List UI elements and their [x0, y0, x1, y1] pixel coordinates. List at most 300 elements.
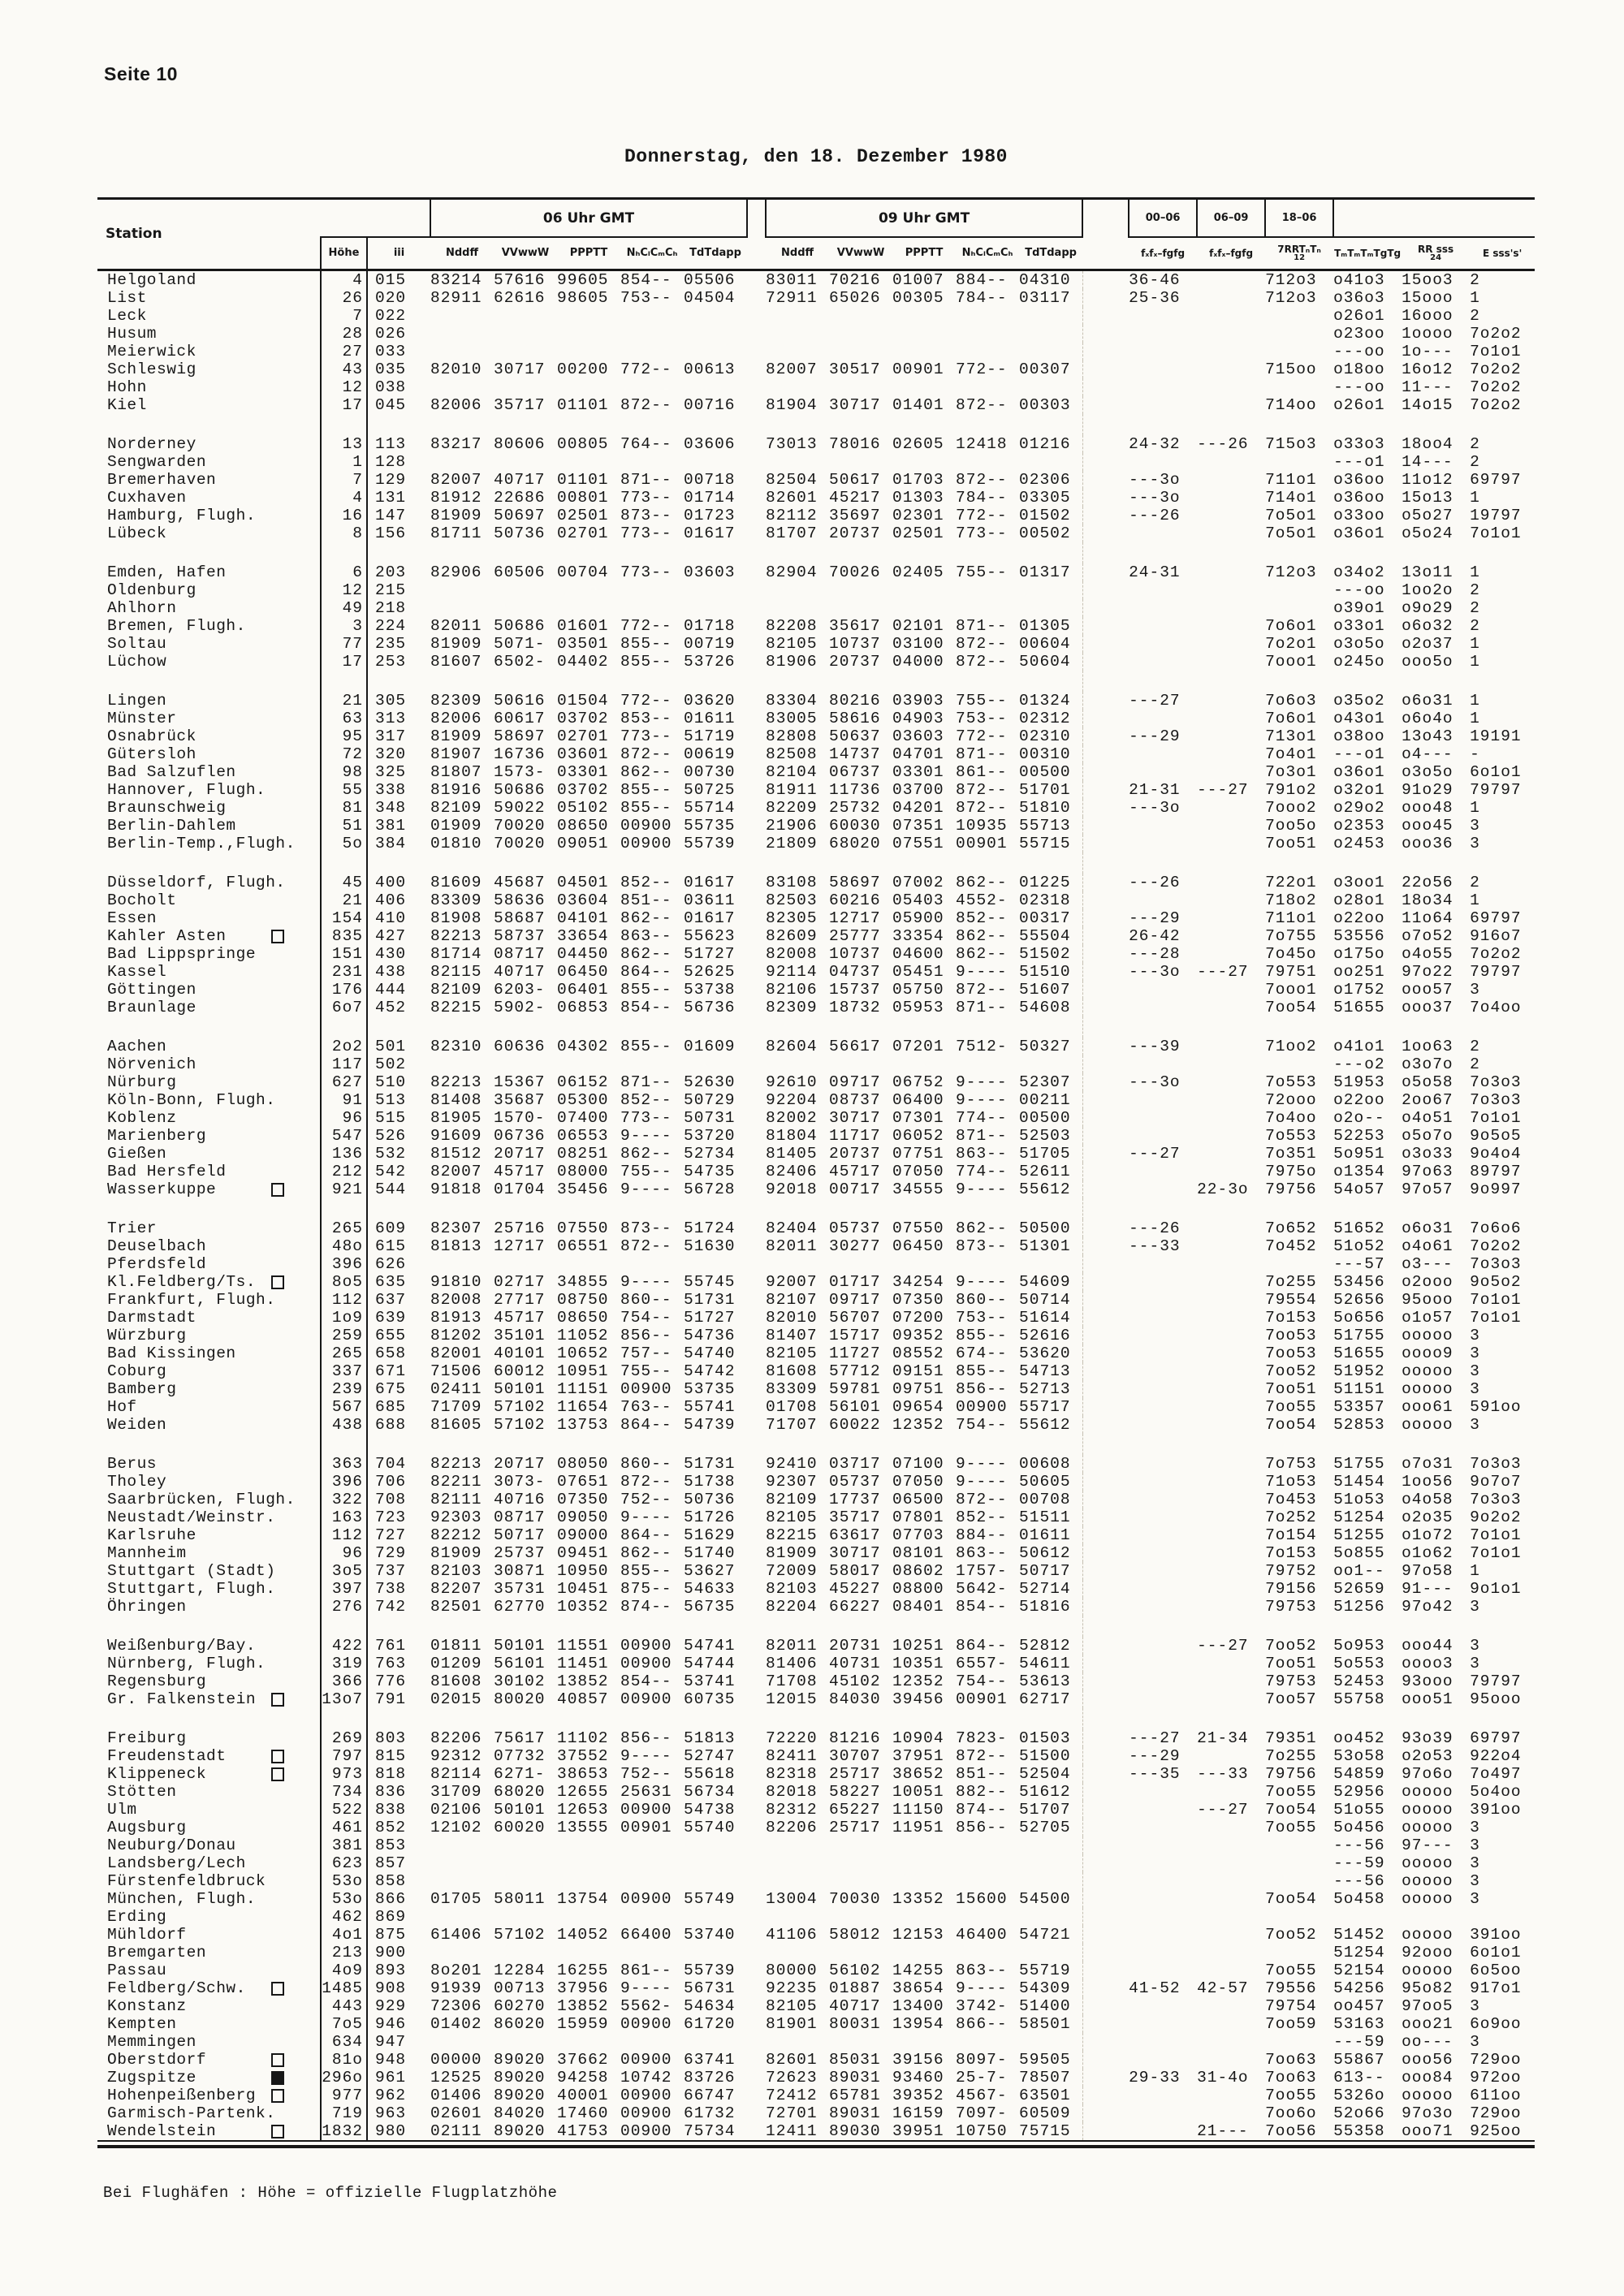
column-gap [1082, 1380, 1129, 1398]
cell-vvwww-06: 56101 [494, 1654, 546, 1672]
station-row [97, 1237, 1535, 1255]
cell-ppptt-09: 07201 [892, 1037, 944, 1055]
cell-tdtd-09: 50500 [1019, 1219, 1071, 1237]
cell-fxfx-06-09 [1197, 1091, 1265, 1109]
column-gap [1082, 617, 1129, 635]
cell-nddff-09: 82103 [766, 1579, 818, 1598]
column-gap [747, 635, 766, 653]
cell-tdtd-09: 50714 [1019, 1290, 1071, 1309]
cell-clouds-09: 674-- [956, 1344, 1008, 1362]
cell-ppptt-09 [892, 414, 956, 435]
cell-iii: 224 [375, 616, 407, 635]
cell-nddff-06: 82109 [430, 798, 482, 817]
column-gap [747, 1038, 766, 1055]
cell-rr-24: 1oo2o [1402, 580, 1453, 599]
cell-fxfx-06-09: 22-3o [1197, 1180, 1249, 1198]
cell-nddff-09: 82808 [766, 727, 818, 745]
cell-e-sss: 7o2o2 [1470, 378, 1522, 396]
cell-fxfx-06-09 [1197, 599, 1265, 617]
cell-vvwww-06: 86020 [494, 2014, 546, 2033]
cell-nddff-09: 82105 [766, 1344, 818, 1362]
cell-nddff-09: 83011 [766, 270, 818, 289]
cell-clouds-06: 856-- [620, 1326, 672, 1344]
cell-rr-24: 11o12 [1402, 470, 1453, 489]
station-row [97, 1598, 1535, 1616]
station-label: Köln-Bonn, Flugh. [107, 1090, 276, 1109]
cell-nddff-06: 81907 [430, 744, 482, 763]
cell-nddff-06: 83214 [430, 270, 482, 289]
cell-ppptt-09: 34555 [892, 1180, 944, 1198]
cell-clouds-09: 863-- [956, 1144, 1008, 1163]
station-row [97, 2033, 1535, 2051]
cell-iii: 384 [375, 834, 407, 852]
cell-vvwww-06: 27717 [494, 1290, 546, 1309]
cell-fxfx-00-06 [1129, 542, 1197, 563]
cell-fxfx-06-09 [1197, 1073, 1265, 1091]
column-gap [1082, 1836, 1129, 1854]
cell-tdtd-09: 52307 [1019, 1072, 1071, 1091]
cell-tmtm-tgtg: 53o58 [1333, 1746, 1385, 1765]
cell-iii: 129 [375, 470, 407, 489]
cell-ppptt-06: 03301 [557, 762, 609, 781]
cell-tdtd-09 [1019, 671, 1082, 692]
cell-vvwww-09 [829, 1708, 892, 1729]
cell-clouds-09: 872-- [956, 1746, 1008, 1765]
column-gap [747, 1109, 766, 1127]
station-name [97, 396, 321, 414]
cell-tdtd-06: 52734 [684, 1144, 736, 1163]
station-row [97, 307, 1535, 325]
station-name [97, 1309, 321, 1327]
cell-7rr-18-06: 7975o [1265, 1162, 1317, 1180]
cell-tmtm-tgtg: o36oo [1333, 470, 1385, 489]
cell-7rr-18-06 [1265, 852, 1333, 874]
cell-vvwww-09 [829, 1434, 892, 1455]
cell-tmtm-tgtg: o26o1 [1333, 395, 1385, 414]
cell-vvwww-06: 35687 [494, 1090, 546, 1109]
cell-hoehe: 49 [321, 599, 367, 617]
cell-tdtd-06 [684, 325, 747, 343]
cell-clouds-06: 864-- [620, 962, 672, 981]
station-name [97, 817, 321, 835]
cell-nddff-06 [430, 1055, 494, 1073]
column-gap [1082, 1491, 1129, 1508]
cell-iii: 430 [375, 944, 407, 963]
column-gap [747, 1580, 766, 1598]
column-gap [1082, 1163, 1129, 1180]
cell-ppptt-09: 04903 [892, 709, 944, 727]
cell-tmtm-tgtg: 53163 [1333, 2014, 1385, 2033]
station-name [97, 1273, 321, 1291]
cell-vvwww-06 [494, 581, 557, 599]
cell-e-sss [1470, 1434, 1535, 1455]
station-name [97, 927, 321, 945]
cell-clouds-09: 9---- [956, 1472, 1008, 1491]
cell-tdtd-09 [1019, 599, 1082, 617]
cell-clouds-06: 00900 [620, 2086, 672, 2104]
cell-tdtd-06: 55618 [684, 1764, 736, 1783]
column-gap [747, 999, 766, 1016]
cell-rr-24: o9o29 [1402, 598, 1453, 617]
cell-iii: 526 [375, 1126, 407, 1145]
cell-fxfx-06-09 [1197, 1890, 1265, 1908]
cell-vvwww-09: 80216 [829, 691, 881, 710]
cell-e-sss: 19191 [1470, 727, 1522, 745]
open-square-marker [271, 2089, 284, 2103]
cell-iii: 875 [375, 1925, 407, 1944]
cell-fxfx-06-09 [1197, 1291, 1265, 1309]
cell-vvwww-09 [829, 1944, 892, 1962]
cell-7rr-18-06 [1265, 1198, 1333, 1219]
cell-clouds-09: 884-- [956, 270, 1008, 289]
cell-vvwww-09: 25717 [829, 1818, 881, 1836]
cell-iii: 815 [375, 1746, 407, 1765]
cell-e-sss: 922o4 [1470, 1746, 1522, 1765]
cell-7rr-18-06 [1265, 599, 1333, 617]
cell-rr-24: o1o57 [1402, 1308, 1453, 1327]
cell-ppptt-09 [892, 1434, 956, 1455]
cell-vvwww-09: 89030 [829, 2121, 881, 2140]
column-gap [1082, 489, 1129, 507]
cell-clouds-09: 873-- [956, 1236, 1008, 1255]
cell-7rr-18-06: 7o452 [1265, 1236, 1317, 1255]
column-gap [1082, 1997, 1129, 2015]
station-label: Kiel [107, 395, 147, 414]
cell-tdtd-06: 54742 [684, 1362, 736, 1380]
cell-vvwww-06: 20717 [494, 1144, 546, 1163]
cell-e-sss: 7o1o1 [1470, 1108, 1522, 1127]
cell-vvwww-09 [829, 671, 892, 692]
cell-vvwww-09: 58017 [829, 1561, 881, 1580]
cell-ppptt-09: 05900 [892, 908, 944, 927]
cell-clouds-09: 852-- [956, 908, 1008, 927]
cell-tdtd-06: 54634 [684, 1996, 736, 2015]
cell-clouds-09: 754-- [956, 1415, 1008, 1434]
cell-ppptt-09 [892, 1055, 956, 1073]
cell-iii: 635 [375, 1272, 407, 1291]
cell-7rr-18-06: 7oo53 [1265, 1344, 1317, 1362]
cell-iii: 671 [375, 1362, 407, 1380]
cell-nddff-06 [430, 1708, 494, 1729]
cell-tmtm-tgtg: 51o55 [1333, 1800, 1385, 1819]
cell-tdtd-06: 53741 [684, 1672, 736, 1690]
station-row [97, 1908, 1535, 1926]
cell-fxfx-00-06 [1129, 852, 1197, 874]
station-name [97, 1562, 321, 1580]
cell-ppptt-06: 15959 [557, 2014, 609, 2033]
cell-e-sss: 5o4oo [1470, 1782, 1522, 1801]
station-row [97, 835, 1535, 852]
station-row [97, 453, 1535, 471]
column-gap [1082, 414, 1129, 435]
cell-rr-24: ooo37 [1402, 998, 1453, 1016]
cell-vvwww-06: 50101 [494, 1800, 546, 1819]
cell-ppptt-06: 04101 [557, 908, 609, 927]
cell-ppptt-06 [557, 1854, 620, 1872]
column-gap [1082, 1508, 1129, 1526]
column-gap [747, 1491, 766, 1508]
cell-clouds-06: 872-- [620, 395, 672, 414]
station-name [97, 599, 321, 617]
cell-7rr-18-06 [1265, 414, 1333, 435]
cell-fxfx-00-06 [1129, 307, 1197, 325]
station-row [97, 1890, 1535, 1908]
cell-7rr-18-06 [1265, 2033, 1333, 2051]
column-gap [1082, 999, 1129, 1016]
cell-tdtd-09: 54611 [1019, 1654, 1071, 1672]
cell-ppptt-09: 07100 [892, 1454, 944, 1473]
cell-e-sss: 2 [1470, 270, 1480, 289]
cell-vvwww-06: 59022 [494, 798, 546, 817]
cell-fxfx-06-09 [1197, 270, 1265, 289]
cell-7rr-18-06 [1265, 1016, 1333, 1038]
cell-ppptt-06: 37552 [557, 1746, 609, 1765]
cell-fxfx-06-09 [1197, 1708, 1265, 1729]
cell-ppptt-09: 05403 [892, 891, 944, 909]
cell-fxfx-06-09 [1197, 1416, 1265, 1434]
station-name [97, 1038, 321, 1055]
cell-tdtd-06 [684, 1055, 747, 1073]
station-name [97, 1327, 321, 1344]
cell-fxfx-00-06: 21-31 [1129, 780, 1181, 799]
open-square-marker [271, 1750, 284, 1763]
cell-clouds-09: 1757- [956, 1561, 1008, 1580]
cell-nddff-06: 01810 [430, 834, 482, 852]
column-gap [747, 563, 766, 581]
cell-fxfx-00-06 [1129, 1327, 1197, 1344]
station-row [97, 1055, 1535, 1073]
header-7rr-sub: 12 [1294, 252, 1306, 262]
cell-tmtm-tgtg: 52453 [1333, 1672, 1385, 1690]
cell-rr-24: 91o29 [1402, 780, 1453, 799]
station-label: Bocholt [107, 891, 177, 909]
cell-7rr-18-06: 7o755 [1265, 926, 1317, 945]
column-gap [1082, 745, 1129, 763]
column-gap [747, 1219, 766, 1237]
cell-clouds-09: 8097- [956, 2050, 1008, 2069]
cell-e-sss: 2 [1470, 452, 1480, 471]
station-label: Marienberg [107, 1126, 207, 1145]
cell-iii: 317 [375, 727, 407, 745]
station-row [97, 581, 1535, 599]
cell-vvwww-06: 58636 [494, 891, 546, 909]
cell-e-sss: 3 [1470, 1636, 1480, 1655]
cell-nddff-09: 82007 [766, 360, 818, 378]
column-gap [747, 763, 766, 781]
cell-tdtd-09: 51510 [1019, 962, 1071, 981]
station-name [97, 1398, 321, 1416]
cell-tmtm-tgtg: o41o1 [1333, 1037, 1385, 1055]
cell-clouds-06: 00900 [620, 1379, 672, 1398]
cell-hoehe: 77 [321, 635, 367, 653]
cell-fxfx-00-06: ---35 [1129, 1764, 1181, 1783]
cell-vvwww-09: 35717 [829, 1508, 881, 1526]
cell-rr-24: 95ooo [1402, 1290, 1453, 1309]
column-gap [1082, 1562, 1129, 1580]
cell-ppptt-09: 06400 [892, 1090, 944, 1109]
cell-vvwww-09: 01887 [829, 1979, 881, 1997]
cell-ppptt-06 [557, 671, 620, 692]
cell-tmtm-tgtg: o245o [1333, 652, 1385, 671]
cell-iii: 626 [375, 1254, 407, 1273]
cell-7rr-18-06: 7o153 [1265, 1308, 1317, 1327]
cell-vvwww-09 [829, 542, 892, 563]
station-name [97, 1055, 321, 1073]
cell-tmtm-tgtg: 53456 [1333, 1272, 1385, 1291]
group-gap-row [97, 414, 1535, 435]
cell-vvwww-09: 30277 [829, 1236, 881, 1255]
station-row [97, 1747, 1535, 1765]
cell-hoehe: 98 [321, 763, 367, 781]
station-label: Hamburg, Flugh. [107, 506, 257, 524]
station-label: Kempten [107, 2014, 177, 2033]
cell-iii: 723 [375, 1508, 407, 1526]
cell-rr-24: 16o12 [1402, 360, 1453, 378]
cell-iii: 655 [375, 1326, 407, 1344]
station-label: Bad Lippspringe [107, 944, 257, 963]
column-gap [747, 396, 766, 414]
cell-fxfx-06-09: 21--- [1197, 2121, 1249, 2140]
cell-iii: 866 [375, 1889, 407, 1908]
cell-vvwww-06 [494, 2033, 557, 2051]
cell-vvwww-09: 01717 [829, 1272, 881, 1291]
station-label: Fürstenfeldbruck [107, 1871, 266, 1890]
cell-ppptt-06: 10950 [557, 1561, 609, 1580]
column-gap [747, 963, 766, 981]
cell-vvwww-09 [829, 1836, 892, 1854]
cell-tdtd-06: 61732 [684, 2104, 736, 2122]
cell-e-sss: 7o1o1 [1470, 1526, 1522, 1544]
station-row [97, 1362, 1535, 1380]
cell-tmtm-tgtg: ---59 [1333, 2032, 1385, 2051]
cell-tmtm-tgtg: oo1-- [1333, 1561, 1385, 1580]
cell-tdtd-06: 51727 [684, 944, 736, 963]
cell-tmtm-tgtg [1333, 414, 1402, 435]
cell-hoehe: 462 [321, 1908, 367, 1926]
cell-tdtd-06: 50731 [684, 1108, 736, 1127]
cell-7rr-18-06: 7o5o1 [1265, 506, 1317, 524]
cell-7rr-18-06: 7oo54 [1265, 1415, 1317, 1434]
cell-tdtd-06: 51724 [684, 1219, 736, 1237]
column-gap [747, 270, 766, 289]
cell-fxfx-06-09 [1197, 1163, 1265, 1180]
cell-tdtd-09: 63501 [1019, 2086, 1071, 2104]
cell-vvwww-09: 85031 [829, 2050, 881, 2069]
cell-vvwww-09: 70216 [829, 270, 881, 289]
cell-e-sss [1470, 852, 1535, 874]
column-gap [1082, 1455, 1129, 1473]
open-square-marker [271, 1693, 284, 1707]
cell-tdtd-09: 51705 [1019, 1144, 1071, 1163]
station-name [97, 542, 321, 563]
cell-hoehe: 95 [321, 727, 367, 745]
cell-fxfx-00-06 [1129, 1344, 1197, 1362]
cell-fxfx-06-09 [1197, 1127, 1265, 1145]
cell-ppptt-06 [557, 1708, 620, 1729]
station-label: Tholey [107, 1472, 167, 1491]
cell-nddff-06: 31709 [430, 1782, 482, 1801]
cell-iii: 963 [375, 2104, 407, 2122]
cell-fxfx-06-09 [1197, 1926, 1265, 1944]
cell-ppptt-09: 05750 [892, 980, 944, 999]
cell-rr-24: 1oo63 [1402, 1037, 1453, 1055]
cell-clouds-06: 752-- [620, 1764, 672, 1783]
cell-nddff-09: 82609 [766, 926, 818, 945]
cell-tdtd-09: 01502 [1019, 506, 1071, 524]
cell-ppptt-09: 07550 [892, 1219, 944, 1237]
cell-vvwww-09: 56102 [829, 1961, 881, 1979]
cell-rr-24: ooo84 [1402, 2068, 1453, 2087]
cell-vvwww-09: 12717 [829, 908, 881, 927]
column-gap [1082, 542, 1129, 563]
cell-e-sss: 3 [1470, 1326, 1480, 1344]
cell-fxfx-06-09 [1197, 489, 1265, 507]
cell-rr-24: 1oo56 [1402, 1472, 1453, 1491]
cell-tmtm-tgtg: o35o2 [1333, 691, 1385, 710]
cell-tdtd-09: 51502 [1019, 944, 1071, 963]
cell-ppptt-06: 08750 [557, 1290, 609, 1309]
cell-fxfx-06-09 [1197, 2015, 1265, 2033]
cell-fxfx-06-09 [1197, 1747, 1265, 1765]
header-vvwww-06: VVwwW [494, 237, 557, 270]
cell-e-sss [1470, 1708, 1535, 1729]
column-gap [1082, 1398, 1129, 1416]
cell-tdtd-06: 55739 [684, 1961, 736, 1979]
cell-ppptt-09 [892, 671, 956, 692]
cell-ppptt-09: 09654 [892, 1397, 944, 1416]
cell-tdtd-06 [684, 307, 747, 325]
cell-ppptt-06: 05300 [557, 1090, 609, 1109]
station-label: Wasserkuppe [107, 1180, 217, 1198]
cell-ppptt-06: 94258 [557, 2068, 609, 2087]
station-label: Sengwarden [107, 452, 207, 471]
column-gap [1082, 891, 1129, 909]
cell-e-sss: 7o2o2 [1470, 1236, 1522, 1255]
cell-e-sss: 3 [1470, 1996, 1480, 2015]
cell-ppptt-06: 04302 [557, 1037, 609, 1055]
cell-iii: 818 [375, 1764, 407, 1783]
header-09-uhr-gmt: 09 Uhr GMT [766, 200, 1082, 237]
cell-vvwww-09: 20731 [829, 1636, 881, 1655]
cell-hoehe [321, 542, 367, 563]
cell-tmtm-tgtg: o29o2 [1333, 798, 1385, 817]
cell-ppptt-09: 12352 [892, 1672, 944, 1690]
open-square-marker [271, 1982, 284, 1996]
cell-fxfx-00-06 [1129, 599, 1197, 617]
header-vvwww-09: VVwwW [829, 237, 892, 270]
cell-rr-24: 11--- [1402, 378, 1453, 396]
cell-fxfx-00-06 [1129, 2122, 1197, 2140]
cell-nddff-06: 01909 [430, 816, 482, 835]
cell-fxfx-06-09 [1197, 710, 1265, 727]
cell-ppptt-06: 40857 [557, 1690, 609, 1708]
cell-fxfx-00-06 [1129, 1854, 1197, 1872]
column-gap [1082, 1544, 1129, 1562]
cell-ppptt-09: 07050 [892, 1162, 944, 1180]
cell-tmtm-tgtg: 54859 [1333, 1764, 1385, 1783]
station-label: Pferdsfeld [107, 1254, 207, 1273]
cell-vvwww-06 [494, 1055, 557, 1073]
cell-vvwww-06: 07732 [494, 1746, 546, 1765]
cell-clouds-06: 863-- [620, 926, 672, 945]
cell-hoehe: 7o5 [321, 2015, 367, 2033]
station-name [97, 1016, 321, 1038]
cell-tdtd-06: 60735 [684, 1690, 736, 1708]
cell-clouds-06 [620, 1616, 684, 1637]
cell-clouds-06: 10742 [620, 2068, 672, 2087]
cell-tmtm-tgtg: 55758 [1333, 1690, 1385, 1708]
station-name [97, 343, 321, 360]
